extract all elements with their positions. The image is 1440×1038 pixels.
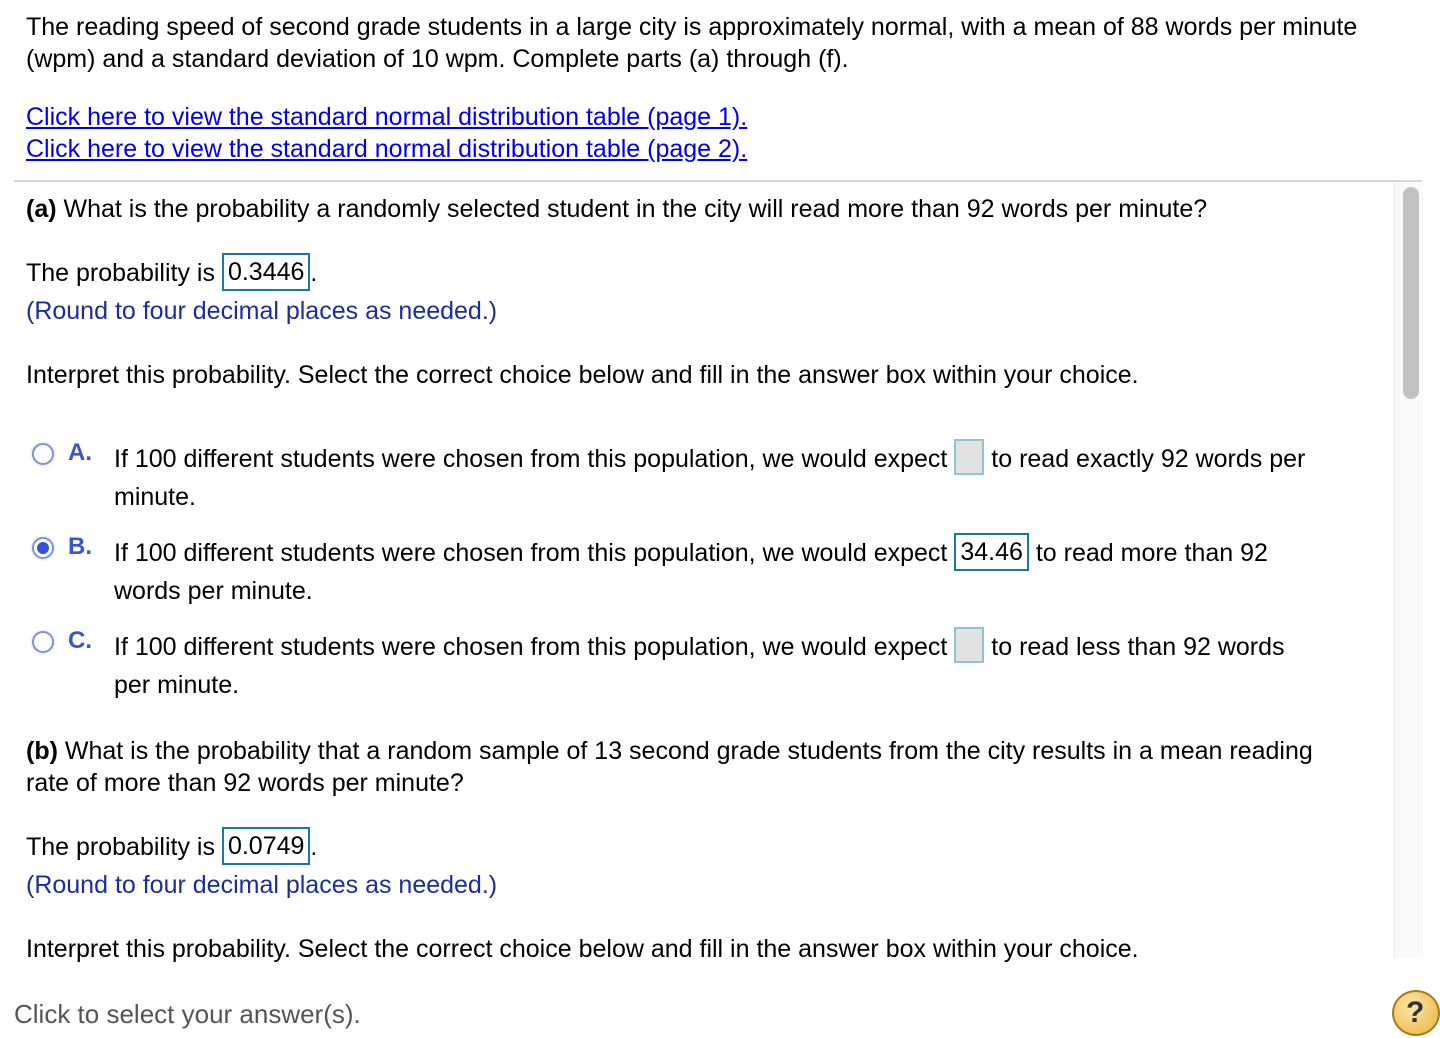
option-c-radio[interactable] xyxy=(32,631,54,653)
option-c-answer-box[interactable] xyxy=(954,627,984,663)
prob-suffix: . xyxy=(310,833,318,861)
part-a-question xyxy=(26,193,1207,225)
part-b-probability xyxy=(26,831,317,865)
option-b-text: If 100 different students were chosen from this population, we would expect xyxy=(114,539,948,567)
prob-prefix: The probability is xyxy=(26,259,222,287)
part-a-answer-box[interactable]: 0.3446 xyxy=(222,253,310,291)
part-b-question-line-2: rate of more than 92 words per minute? xyxy=(26,769,464,797)
question-pane xyxy=(0,182,1394,963)
help-icon[interactable]: ? xyxy=(1392,990,1440,1036)
option-c-line-1 xyxy=(114,631,1285,663)
option-b-text-after: to read more than 92 xyxy=(1035,539,1268,567)
option-c-line-2: per minute. xyxy=(114,671,240,699)
option-c-text: If 100 different students were chosen from this population, we would expect xyxy=(114,633,948,661)
part-b-round-note: (Round to four decimal places as needed.) xyxy=(26,871,498,899)
option-a-answer-box[interactable] xyxy=(954,439,984,475)
normal-table-page1-link[interactable]: Click here to view the standard normal distribution table (page 1). xyxy=(26,103,748,131)
part-a-probability xyxy=(26,257,317,291)
part-a-round-note: (Round to four decimal places as needed.) xyxy=(26,297,498,325)
option-a-line-2: minute. xyxy=(114,483,196,511)
normal-table-page2-link[interactable]: Click here to view the standard normal distribution table (page 2). xyxy=(26,135,748,163)
intro-line-1: The reading speed of second grade students in a large city is approximately normal, with a mean of 88 words per minute xyxy=(26,13,1358,41)
part-b-question-line-1 xyxy=(26,735,1313,767)
option-b-line-1 xyxy=(114,537,1268,571)
option-b-radio[interactable] xyxy=(32,537,54,559)
scrollbar[interactable] xyxy=(1394,182,1423,958)
part-b-question-text: What is the probability that a random sample of 13 second grade students from the city results in a mean reading xyxy=(57,737,1313,765)
option-a-text: If 100 different students were chosen from this population, we would expect xyxy=(114,445,948,473)
option-a-text-after: to read exactly 92 words per xyxy=(991,445,1306,473)
option-b-letter: B. xyxy=(68,533,92,560)
prob-suffix: . xyxy=(310,259,318,287)
option-b-answer-box[interactable]: 34.46 xyxy=(954,533,1029,571)
part-b-answer-box[interactable]: 0.0749 xyxy=(222,827,310,865)
option-b-line-2: words per minute. xyxy=(114,577,313,605)
option-a-line-1 xyxy=(114,443,1305,475)
option-a-letter: A. xyxy=(68,439,92,466)
scrollbar-thumb[interactable] xyxy=(1403,187,1419,399)
status-text: Click to select your answer(s). xyxy=(14,999,361,1029)
prob-prefix: The probability is xyxy=(26,833,222,861)
part-a-question-text: What is the probability a randomly selected student in the city will read more than 92 words per minute? xyxy=(56,195,1208,223)
part-a-interpret: Interpret this probability. Select the correct choice below and fill in the answer box within your choice. xyxy=(26,361,1139,389)
option-a-radio[interactable] xyxy=(32,443,54,465)
option-c-letter: C. xyxy=(68,627,92,654)
part-b-label: (b) xyxy=(26,737,58,765)
option-c-text-after: to read less than 92 words xyxy=(991,633,1285,661)
intro-line-2: (wpm) and a standard deviation of 10 wpm. Complete parts (a) through (f). xyxy=(26,45,849,73)
part-a-label: (a) xyxy=(26,195,57,223)
part-b-interpret: Interpret this probability. Select the correct choice below and fill in the answer box within your choice. xyxy=(26,935,1139,963)
